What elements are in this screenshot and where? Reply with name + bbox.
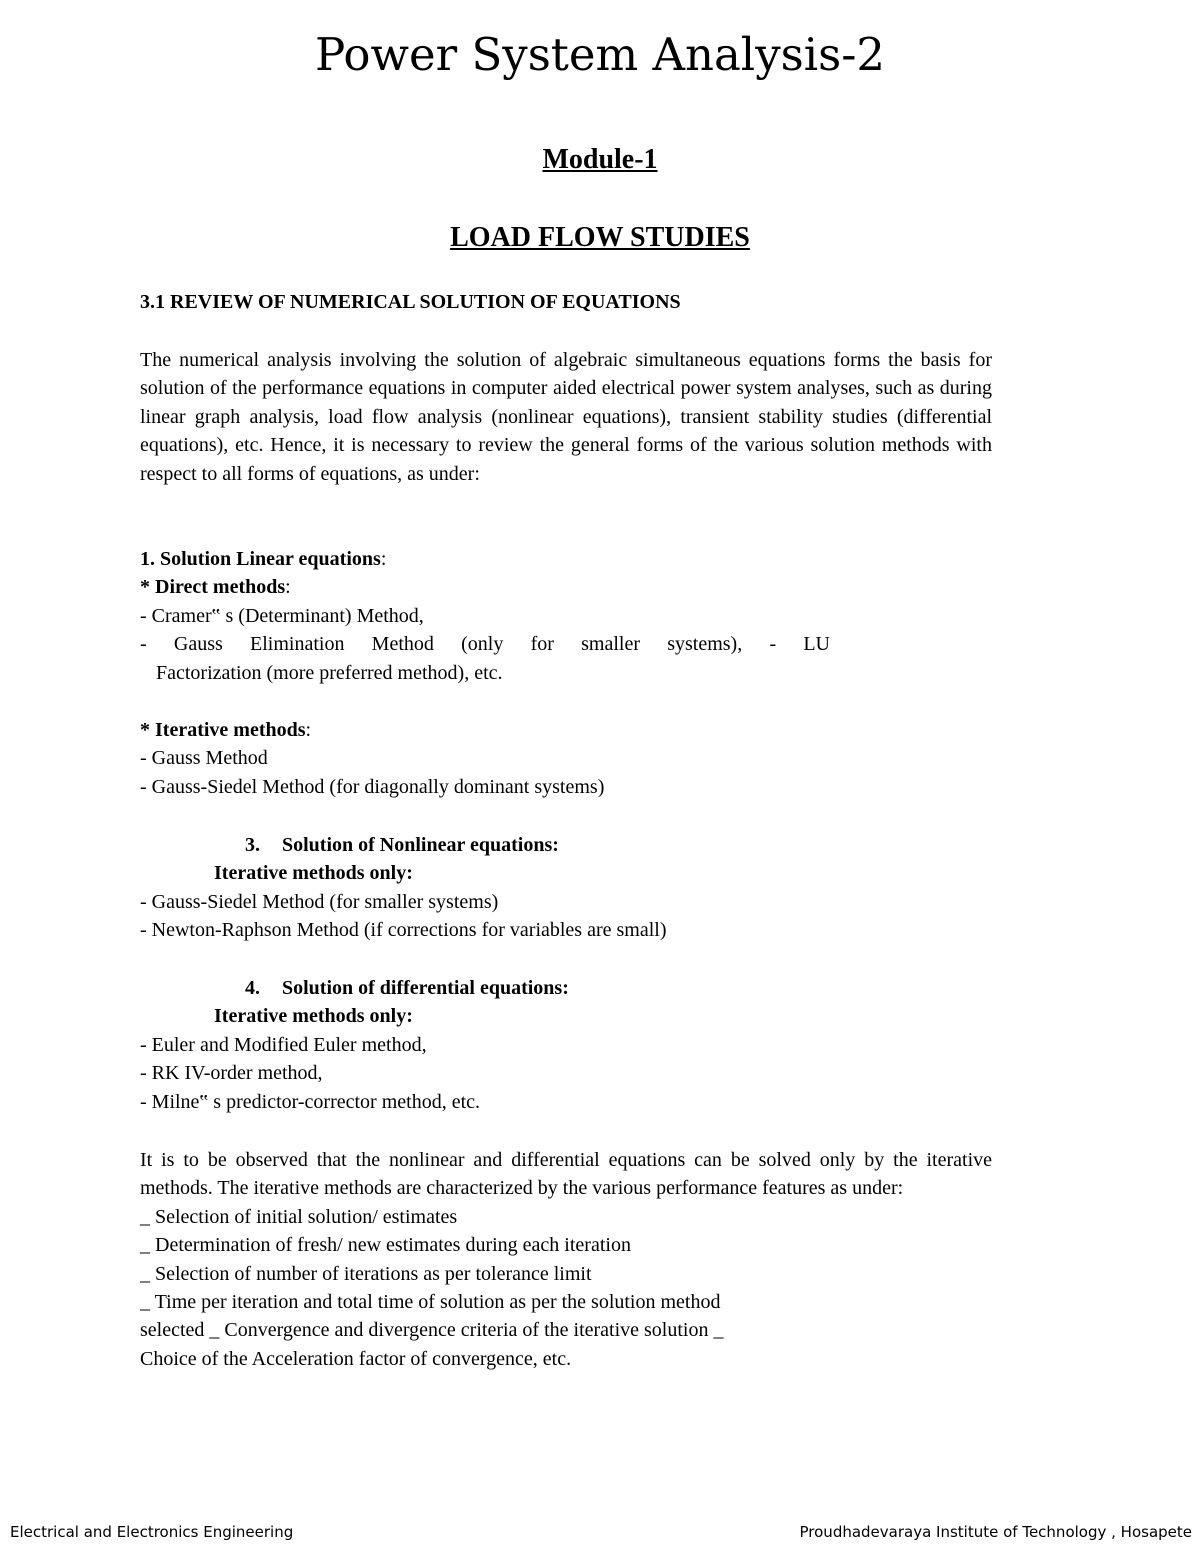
nonlinear-equations-block (140, 831, 992, 945)
list-item: - Gauss-Siedel Method (for smaller systems) (140, 890, 499, 913)
differential-heading-text: Solution of differential equations: (282, 977, 569, 999)
intro-paragraph: The numerical analysis involving the solution of algebraic simultaneous equations forms the basis for solution of the performance equations in computer aided electrical power system analyses, such as during linear graph analysis, load flow analysis (nonlinear equations), transient stability studies (differential equations), etc. Hence, it is necessary to review the general forms of the various solution methods with respect to all forms of equations, as under: (140, 349, 992, 485)
iterative-methods-heading (140, 716, 992, 744)
direct-methods-heading (140, 573, 992, 601)
feature-line: Choice of the Acceleration factor of convergence, etc. (140, 1347, 572, 1370)
nonlinear-heading-text: Solution of Nonlinear equations: (282, 834, 559, 856)
iterative-methods-colon: : (305, 719, 312, 741)
linear-equations-block (140, 545, 992, 687)
feature-line: _ Selection of number of iterations as per tolerance limit (140, 1262, 592, 1285)
list-item: - Gauss-Siedel Method (for diagonally dominant systems) (140, 775, 605, 798)
differential-heading (140, 974, 992, 1002)
nonlinear-heading (140, 831, 992, 859)
iterative-methods-text: * Iterative methods (140, 719, 306, 741)
list-item: - Newton-Raphson Method (if corrections for variables are small) (140, 919, 667, 942)
differential-subheading: Iterative methods only: (214, 1005, 413, 1028)
list-item: - Euler and Modified Euler method, (140, 1033, 427, 1056)
list-item-continuation: Factorization (more preferred method), etc. (156, 661, 503, 684)
direct-methods-colon: : (285, 576, 291, 599)
document-title: Power System Analysis-2 (314, 28, 886, 81)
linear-heading (140, 545, 992, 573)
feature-line: _ Determination of fresh/ new estimates during each iteration (140, 1234, 631, 1257)
feature-line: _ Selection of initial solution/ estimates (140, 1205, 458, 1228)
intro-block (140, 346, 992, 488)
section-heading: 3.1 REVIEW OF NUMERICAL SOLUTION OF EQUATIONS (140, 291, 681, 313)
list-item: - Gauss Elimination Method (only for smaller systems), - LU (140, 633, 830, 656)
footer-department: Electrical and Electronics Engineering (10, 1523, 294, 1541)
linear-heading-text: 1. Solution Linear equations (140, 548, 381, 570)
linear-heading-colon: : (380, 548, 387, 570)
nonlinear-number: 3. (245, 834, 260, 856)
closing-block (140, 1146, 992, 1373)
direct-methods-text: * Direct methods (140, 576, 286, 599)
closing-paragraph: It is to be observed that the nonlinear and differential equations can be solved only by the iterative methods. The iterative methods are characterized by the various performance features as under: (140, 1149, 992, 1200)
iterative-methods-block (140, 716, 992, 801)
module-heading: Module-1 (542, 144, 658, 175)
list-item: - Gauss Method (140, 747, 268, 770)
list-item: - Milne‟ s predictor-corrector method, etc. (140, 1090, 481, 1113)
list-item: - Cramer‟ s (Determinant) Method, (140, 604, 424, 627)
section-heading-block (140, 288, 992, 316)
footer-institute: Proudhadevaraya Institute of Technology , Hosapete (799, 1523, 1192, 1541)
topic-heading: LOAD FLOW STUDIES (450, 222, 750, 253)
feature-line: _ Time per iteration and total time of solution as per the solution method (140, 1291, 721, 1314)
nonlinear-subheading: Iterative methods only: (214, 862, 413, 885)
feature-line: selected _ Convergence and divergence criteria of the iterative solution _ (140, 1319, 724, 1342)
list-item: - RK IV-order method, (140, 1062, 323, 1085)
differential-number: 4. (245, 977, 260, 999)
differential-equations-block (140, 974, 992, 1116)
